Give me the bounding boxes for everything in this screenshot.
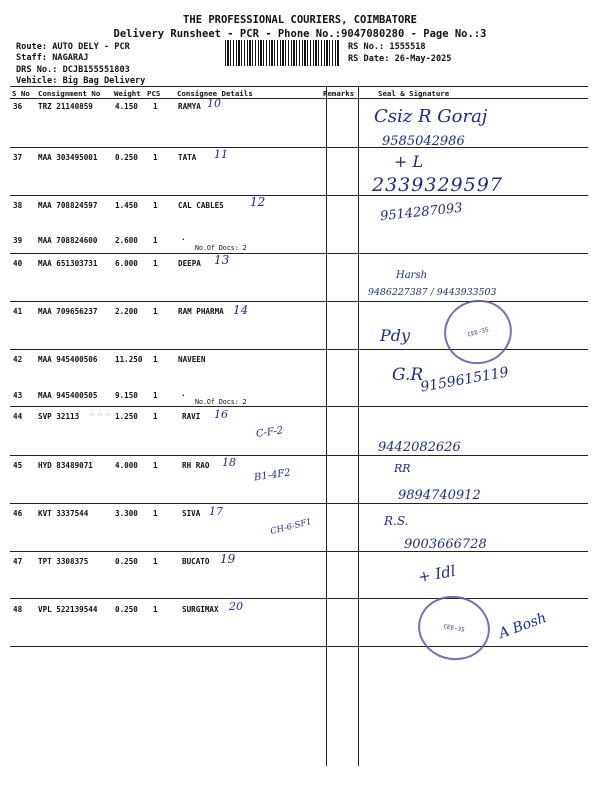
row-41-consignment: MAA 709656237 [38,307,98,316]
row-rule [10,455,588,456]
rs-date: RS Date: 26-May-2025 [348,54,452,64]
row-47-sno: 47 [13,557,23,566]
row-46-pcs: 1 [153,509,158,518]
row-47-handwritten-seq: 19 [220,552,236,566]
row-43-consignee: . [181,389,186,398]
row-40-handwritten-seq: 13 [214,253,230,267]
row-rule [10,406,588,407]
row-44-handwritten-seq: 16 [214,408,228,421]
row-48-sno: 48 [13,605,23,614]
row-41-handwritten-seq: 14 [233,303,249,317]
row-44-pcs: 1 [153,412,158,421]
staff-label: Staff: NAGARAJ [16,53,89,63]
phone-row-37: 2339329597 [372,174,503,196]
row-rule [10,646,588,647]
phone-row-43: 9159615119 [419,364,510,396]
route-label: Route: AUTO DELY - PCR [16,42,130,52]
col-signature: Seal & Signature [378,89,450,98]
signature-row-47: + Idl [416,561,457,587]
signature-row-43: G.R [392,365,424,385]
row-42-consignee: NAVEEN [178,355,206,364]
barcode [225,40,340,66]
row-47-consignment: TPT 3308375 [38,557,89,566]
row-rule [10,598,588,599]
courier-stamp-icon [437,292,519,371]
row-42-sno: 42 [13,355,23,364]
row-37-sno: 37 [13,153,23,162]
row-37-consignee: TATA [178,153,197,162]
col-consignment: Consignment No [38,89,101,98]
row-36-handwritten-seq: 10 [207,97,221,110]
row-42-consignment: MAA 945400506 [38,355,98,364]
row-37-handwritten-seq: 11 [214,148,228,161]
col-weight: Weight [114,89,141,98]
row-48-handwritten-seq: 20 [229,600,243,613]
signature-row-42: Pdy [380,326,411,345]
row-38-consignment: MAA 708824597 [38,201,98,210]
row-46-consignment: KVT 3337544 [38,509,89,518]
row-40-sno: 40 [13,259,23,268]
row-rule [10,147,588,148]
row-rule [10,503,588,504]
col-consignee: Consignee Details [177,89,253,98]
row-36-pcs: 1 [153,102,158,111]
row-38-weight: 1.450 [115,201,138,210]
row-42-pcs: 1 [153,355,158,364]
row-43-weight: 9.150 [115,391,138,400]
row-39-sno: 39 [13,236,23,245]
row-38-consignee: CAL CABLES [178,201,224,210]
row-36-consignment: TRZ 21140859 [38,102,93,111]
row-45-consignee: RH RAO [182,461,210,470]
row-37-consignment: MAA 303495001 [38,153,98,162]
row-38-sno: 38 [13,201,23,210]
row-48-weight: 0.250 [115,605,138,614]
row-42-weight: 11.250 [115,355,143,364]
col-sno: S No [12,89,30,98]
row-39-docs: No.Of Docs: 2 [195,244,247,252]
row-46-sno: 46 [13,509,23,518]
phone-row-36: 9585042986 [382,134,465,149]
row-36-consignee: RAMYA [178,102,201,111]
row-38-handwritten-seq: 12 [250,195,266,209]
mark-row-37: + L [394,152,424,171]
row-44-consignment: SVP 32113 [38,412,80,421]
runsheet-subtitle: Delivery Runsheet - PCR - Phone No.:9047080280 - Page No.:3 [113,28,487,40]
remark-row-46: CH-6-SF1 [269,517,313,537]
row-41-consignee: RAM PHARMA [178,307,224,316]
col-pcs: PCS [147,89,161,98]
row-39-consignee: . [181,233,186,242]
faint-bleed-stamp: ▭ ▭ ▭ ▭ ▭ [90,410,126,418]
vehicle-label: Vehicle: Big Bag Delivery [16,76,146,86]
table-header-rule [10,98,588,99]
row-47-consignee: BUCATO [182,557,210,566]
remark-row-44: C-F-2 [255,425,284,440]
row-39-consignment: MAA 708824600 [38,236,98,245]
row-45-consignment: HYD 83489071 [38,461,93,470]
row-43-pcs: 1 [153,391,158,400]
row-37-weight: 0.250 [115,153,138,162]
stamp-label: CEE-35 [466,325,490,339]
stamp-label: CEE-35 [442,622,466,634]
row-44-consignee: RAVI [182,412,201,421]
signature-row-36: Csiz R Goraj [374,106,488,127]
remark-row-45: B1-4F2 [253,467,292,484]
phone-row-45: 9894740912 [398,488,481,503]
row-36-sno: 36 [13,102,23,111]
row-47-pcs: 1 [153,557,158,566]
phone-row-40: 9486227387 / 9443933503 [368,287,497,298]
row-45-sno: 45 [13,461,23,470]
phone-row-38: 9514287093 [379,200,464,225]
signature-row-48: A Bosh [496,610,549,642]
row-rule [10,253,588,254]
col-remarks: Remarks [323,89,355,98]
row-45-weight: 4.000 [115,461,138,470]
table-top-rule [10,86,588,87]
remarks-divider [326,86,327,766]
row-rule [10,551,588,552]
rs-no: RS No.: 1555518 [348,42,426,52]
signature-row-45: RR [394,462,411,475]
row-46-consignee: SIVA [182,509,201,518]
row-47-weight: 0.250 [115,557,138,566]
row-40-consignment: MAA 651303731 [38,259,98,268]
row-36-weight: 4.150 [115,102,138,111]
row-44-sno: 44 [13,412,23,421]
row-41-pcs: 1 [153,307,158,316]
row-40-weight: 6.000 [115,259,138,268]
row-45-handwritten-seq: 18 [222,456,236,469]
row-46-weight: 3.300 [115,509,138,518]
row-48-consignee: SURGIMAX [182,605,219,614]
row-39-weight: 2.600 [115,236,138,245]
row-43-sno: 43 [13,391,23,400]
row-43-docs: No.Of Docs: 2 [195,398,247,406]
row-40-pcs: 1 [153,259,158,268]
company-title: THE PROFESSIONAL COURIERS, COIMBATORE [183,14,417,26]
signature-divider [358,86,359,766]
phone-row-46: 9003666728 [404,537,487,552]
row-rule [10,301,588,302]
row-41-weight: 2.200 [115,307,138,316]
row-41-sno: 41 [13,307,23,316]
phone-row-44: 9442082626 [378,440,461,455]
courier-stamp-icon [413,590,495,666]
signature-row-46: R.S. [384,514,409,528]
row-46-handwritten-seq: 17 [209,505,223,518]
row-37-pcs: 1 [153,153,158,162]
row-48-pcs: 1 [153,605,158,614]
row-38-pcs: 1 [153,201,158,210]
row-39-pcs: 1 [153,236,158,245]
drs-label: DRS No.: DCJB155551803 [16,65,130,75]
row-48-consignment: VPL 522139544 [38,605,98,614]
row-44-weight: 1.250 [115,412,138,421]
signature-row-40: Harsh [396,270,428,281]
row-43-consignment: MAA 945400505 [38,391,98,400]
row-40-consignee: DEEPA [178,259,201,268]
row-45-pcs: 1 [153,461,158,470]
